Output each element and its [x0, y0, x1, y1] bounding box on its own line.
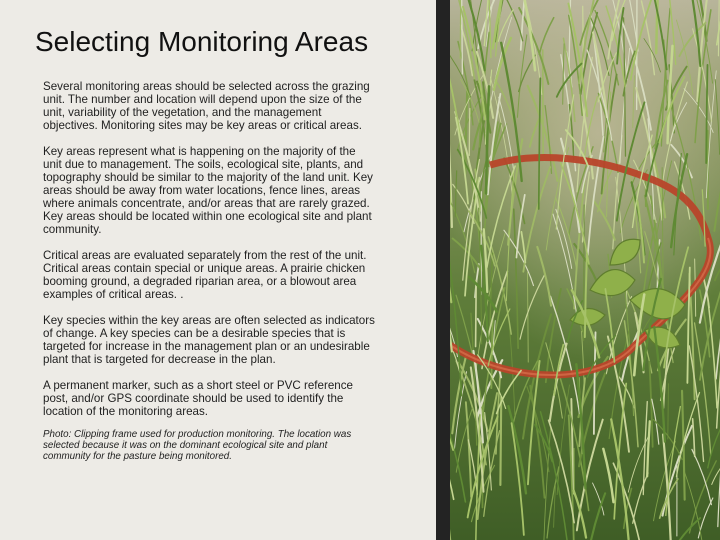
- paragraph-key-areas: Key areas represent what is happening on the majority of the unit due to management. The soils, ecological site, plants, and topography should be similar to the majority of the land unit. Key areas should be away from water locations, fence lines, areas where animals concentrate, and/or areas that are rarely grazed. Key areas should be located within one ecological site and plant community.: [43, 145, 373, 236]
- paragraph-monitoring-areas: Several monitoring areas should be selected across the grazing unit. The number and location will depend upon the size of the unit, variability of the vegetation, and the management objectives. Monitoring sites may be key areas or critical areas.: [43, 80, 370, 132]
- paragraph-key-species: Key species within the key areas are often selected as indicators of change. A key species can be a desirable species that is targeted for increase in the management plan or an undesirable plant that is targeted for decrease in the plan.: [43, 314, 375, 366]
- grass-blade: [476, 280, 477, 346]
- paragraph-permanent-marker: A permanent marker, such as a short steel or PVC reference post, and/or GPS coordinate should be used to identify the location of the monitoring areas.: [43, 379, 353, 418]
- grass-photo: [450, 0, 720, 540]
- divider-bar: [436, 0, 450, 540]
- photo-caption: Photo: Clipping frame used for production monitoring. The location was selected because it was on the dominant ecological site and plant community for the pasture being monitored.: [43, 429, 352, 462]
- grass-photo-illustration: [450, 0, 720, 540]
- grass-blade: [668, 384, 669, 439]
- slide-title: Selecting Monitoring Areas: [35, 26, 369, 57]
- paragraph-critical-areas: Critical areas are evaluated separately from the rest of the unit. Critical areas contain special or unique areas. A prairie chicken booming ground, a degraded riparian area, or a blowout area examples of critical areas. .: [43, 249, 367, 301]
- grass-blade: [469, 109, 470, 156]
- grass-blade: [500, 397, 501, 485]
- slide-body: [43, 80, 375, 475]
